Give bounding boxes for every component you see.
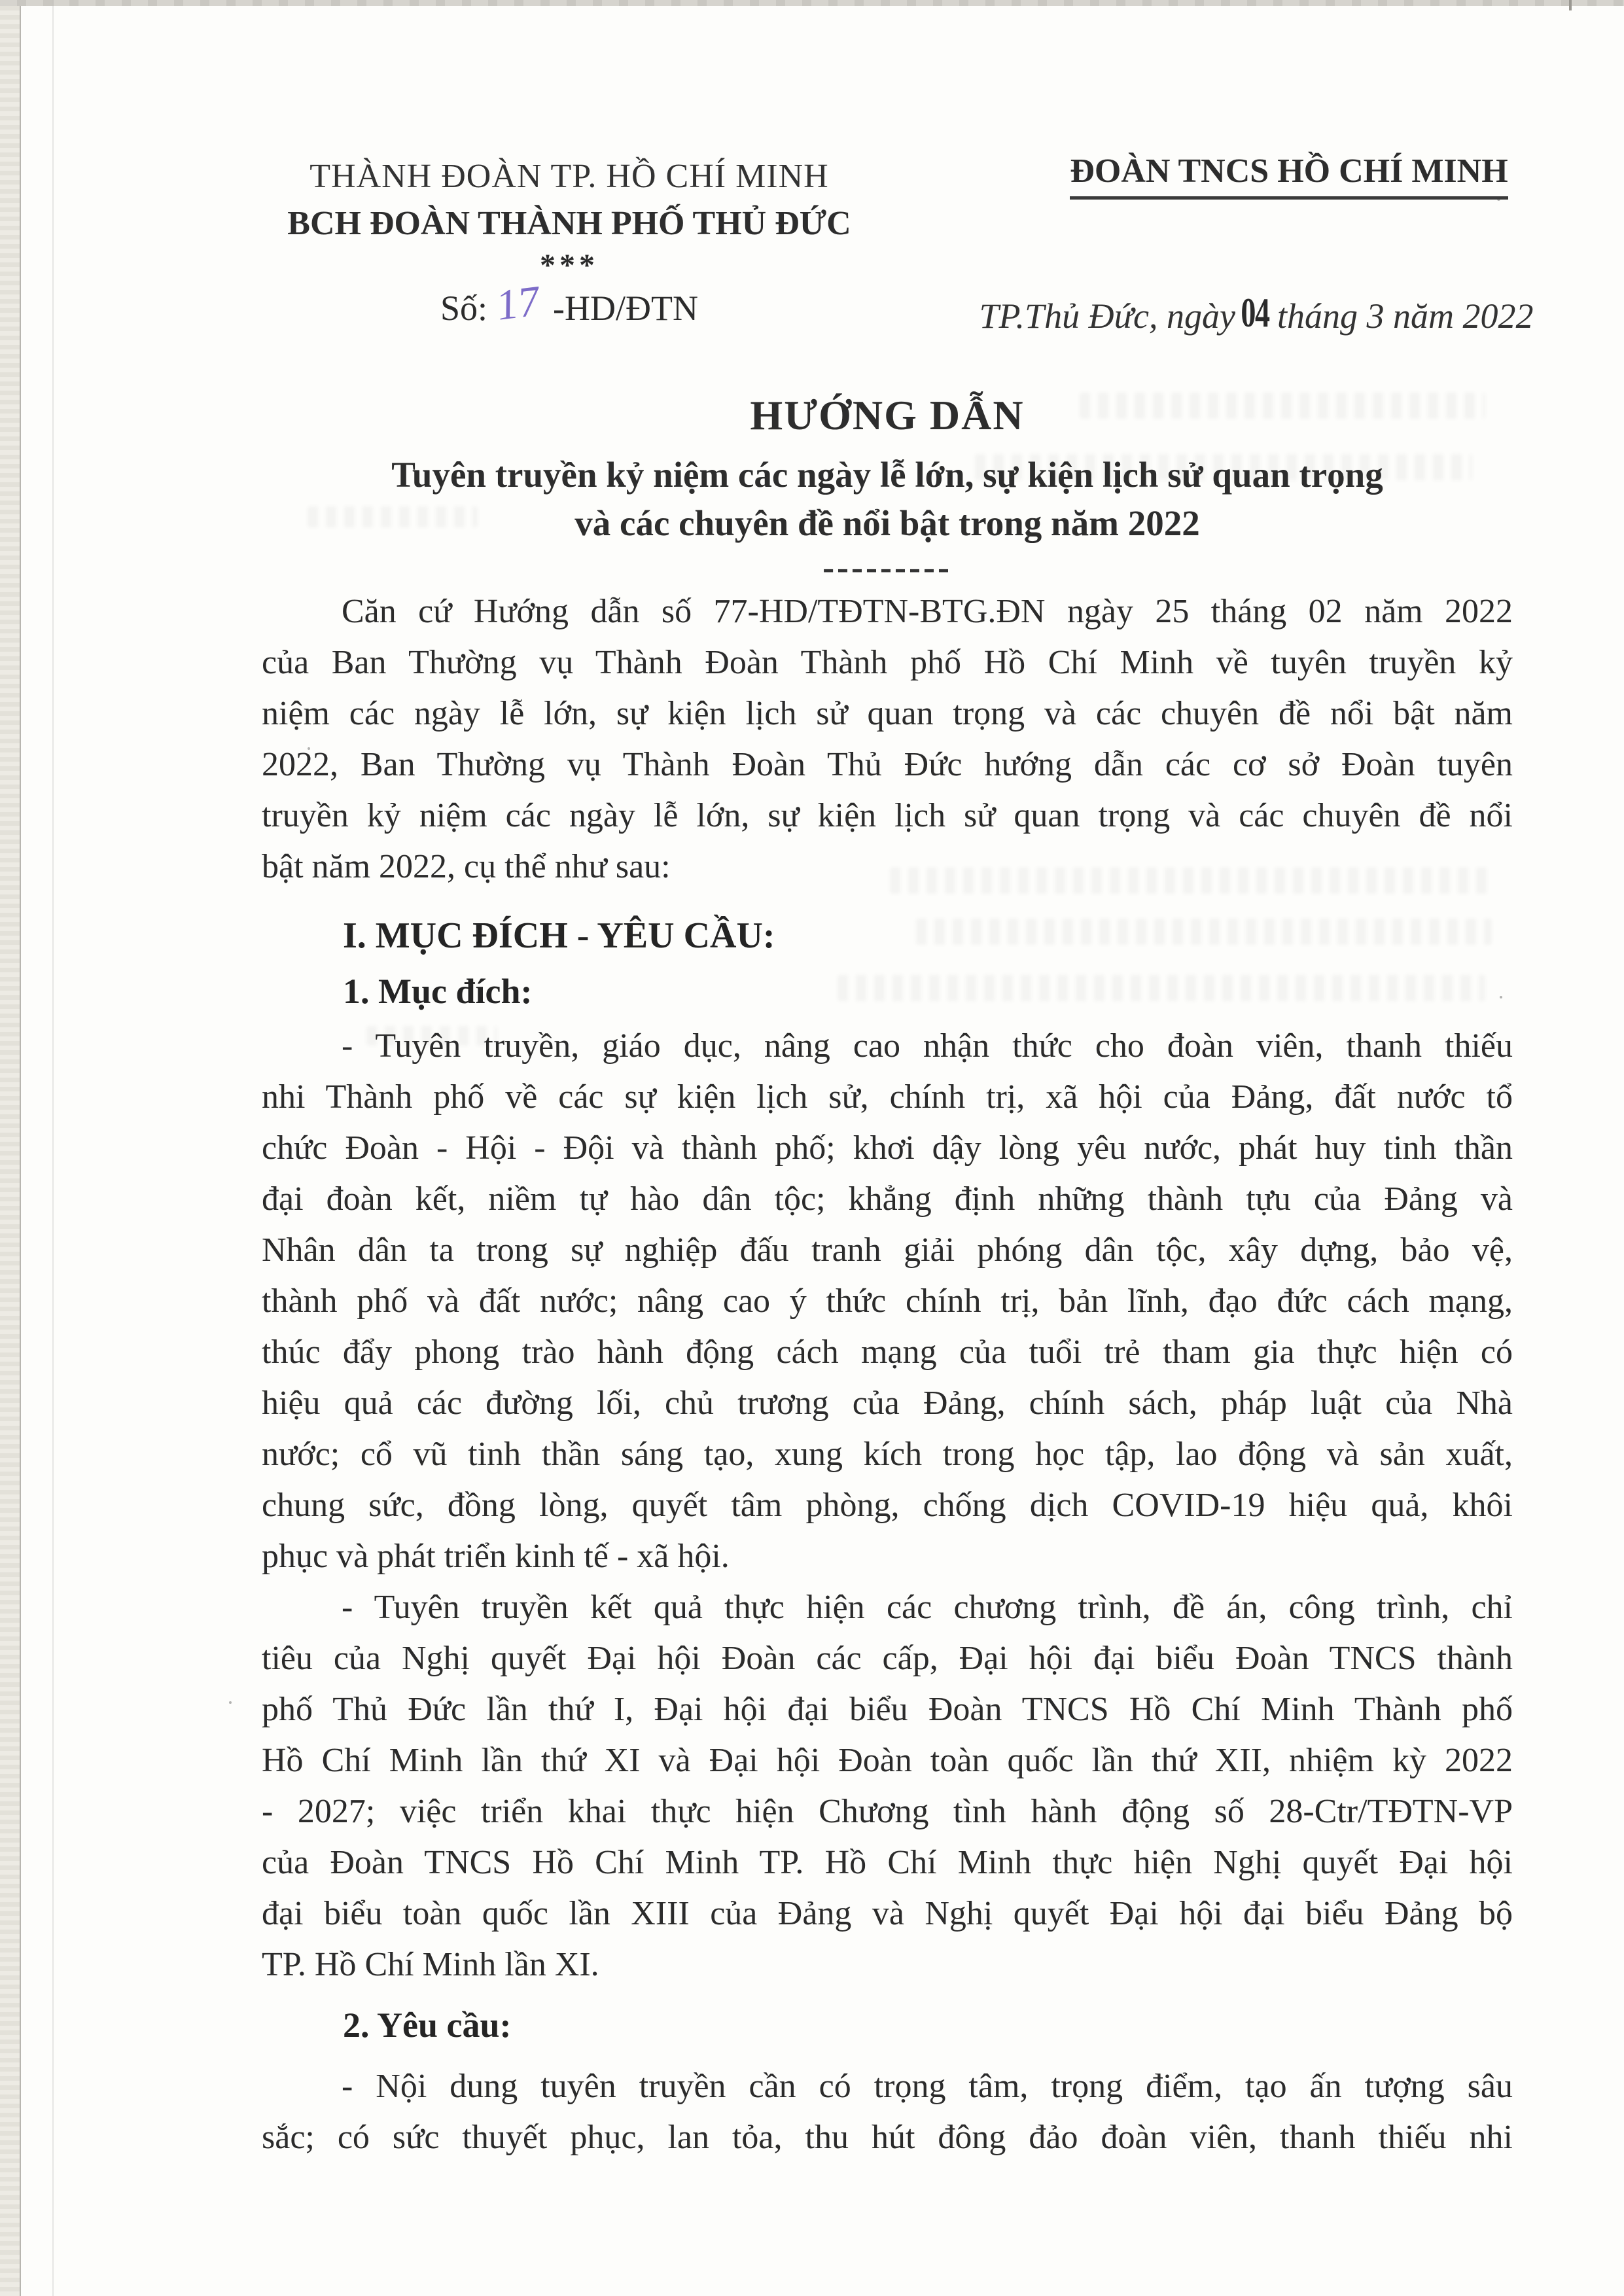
place-date-line <box>916 289 1597 336</box>
paragraph-line: thành phố và đất nước; nâng cao ý thức chính trị, bản lĩnh, đạo đức cách mạng, <box>262 1282 1513 1320</box>
purpose-paragraph-2 <box>262 1582 1513 1990</box>
dateline-day-handwritten: 04 <box>1241 289 1269 336</box>
paragraph-line: niệm các ngày lễ lớn, sự kiện lịch sử quan trọng và các chuyên đề nổi bật năm <box>262 695 1513 732</box>
paragraph-line: Căn cứ Hướng dẫn số 77-HD/TĐTN-BTG.ĐN ngày 25 tháng 02 năm 2022 <box>342 593 1513 630</box>
issuing-org-name <box>981 152 1597 190</box>
intro-paragraph <box>262 586 1513 892</box>
paragraph-line: - Tuyên truyền, giáo dục, nâng cao nhận thức cho đoàn viên, thanh thiếu <box>342 1027 1513 1065</box>
title-divider-dashes: --------- <box>822 548 952 587</box>
scan-speck <box>1500 996 1502 998</box>
org-unit-name: BCH ĐOÀN THÀNH PHỐ THỦ ĐỨC <box>287 205 851 242</box>
scan-edge-top <box>0 0 1624 6</box>
requirement-paragraph <box>262 2061 1513 2163</box>
paragraph-line: - 2027; việc triển khai thực hiện Chương tình hành động số 28-Ctr/TĐTN-VP <box>262 1793 1513 1830</box>
dateline-prefix: TP.Thủ Đức, ngày <box>979 296 1235 336</box>
paragraph-line: bật năm 2022, cụ thể như sau: <box>262 848 671 885</box>
paragraph-line: thúc đẩy phong trào hành động cách mạng của tuổi trẻ tham gia thực hiện có <box>262 1333 1513 1371</box>
purpose-paragraph-1 <box>262 1021 1513 1582</box>
paragraph-line: của Ban Thường vụ Thành Đoàn Thành phố Hồ Chí Minh về tuyên truyền kỷ <box>262 644 1513 681</box>
document-subtitle-line2: và các chuyên đề nổi bật trong năm 2022 <box>574 503 1200 543</box>
document-number-line <box>196 276 942 330</box>
paragraph-line: nhi Thành phố về các sự kiện lịch sử, chính trị, xã hội của Đảng, đất nước tổ <box>262 1078 1513 1116</box>
paragraph-line: phục và phát triển kinh tế - xã hội. <box>262 1538 730 1575</box>
document-number-handwritten: 17 <box>496 276 540 330</box>
scan-edge-tick <box>1569 0 1572 10</box>
paragraph-line: truyền kỷ niệm các ngày lễ lớn, sự kiện lịch sử quan trọng và các chuyên đề nổi <box>262 797 1513 834</box>
paragraph-line: - Nội dung tuyên truyền cần có trọng tâm, trọng điểm, tạo ấn tượng sâu <box>342 2068 1513 2105</box>
org-parent-name: THÀNH ĐOÀN TP. HỒ CHÍ MINH <box>309 158 829 195</box>
paragraph-line: chung sức, đồng lòng, quyết tâm phòng, chống dịch COVID-19 hiệu quả, khôi <box>262 1487 1513 1524</box>
paragraph-line: phố Thủ Đức lần thứ I, Đại hội đại biểu Đoàn TNCS Hồ Chí Minh Thành phố <box>262 1691 1513 1728</box>
paragraph-line: 2022, Ban Thường vụ Thành Đoàn Thủ Đức hướng dẫn các cơ sở Đoàn tuyên <box>262 746 1513 783</box>
dateline-suffix: tháng 3 năm 2022 <box>1277 296 1534 336</box>
paragraph-line: đại biểu toàn quốc lần XIII của Đảng và Nghị quyết Đại hội đại biểu Đảng bộ <box>262 1895 1513 1932</box>
paragraph-line: sắc; có sức thuyết phục, lan tỏa, thu hút đông đảo đoàn viên, thanh thiếu nhi <box>262 2119 1513 2156</box>
document-type-heading: HƯỚNG DẪN <box>750 392 1025 438</box>
header-stars-separator: *** <box>540 248 599 283</box>
paragraph-line: tiêu của Nghị quyết Đại hội Đoàn các cấp, Đại hội đại biểu Đoàn TNCS thành <box>262 1640 1513 1677</box>
paragraph-line: - Tuyên truyền kết quả thực hiện các chương trình, đề án, công trình, chỉ <box>342 1589 1513 1626</box>
paragraph-line: nước; cổ vũ tinh thần sáng tạo, xung kích trong học tập, lao động và sản xuất, <box>262 1436 1513 1473</box>
scan-speck <box>229 1701 232 1704</box>
document-number-suffix: -HD/ĐTN <box>553 289 698 328</box>
paragraph-line: hiệu quả các đường lối, chủ trương của Đảng, chính sách, pháp luật của Nhà <box>262 1385 1513 1422</box>
issuing-org-text: ĐOÀN TNCS HỒ CHÍ MINH <box>1070 152 1508 200</box>
document-subtitle-line1: Tuyên truyền kỷ niệm các ngày lễ lớn, sự kiện lịch sử quan trọng <box>391 455 1383 495</box>
subsection-heading-muc-dich: 1. Mục đích: <box>343 972 533 1011</box>
document-number-prefix: Số: <box>440 289 488 328</box>
paragraph-line: TP. Hồ Chí Minh lần XI. <box>262 1946 599 1983</box>
section-heading-muc-dich-yeu-cau: I. MỤC ĐÍCH - YÊU CẦU: <box>343 915 775 956</box>
subsection-heading-yeu-cau: 2. Yêu cầu: <box>343 2005 512 2045</box>
scan-edge-left <box>0 0 21 2296</box>
paragraph-line: đại đoàn kết, niềm tự hào dân tộc; khẳng định những thành tựu của Đảng và <box>262 1180 1513 1218</box>
paragraph-line: của Đoàn TNCS Hồ Chí Minh TP. Hồ Chí Minh thực hiện Nghị quyết Đại hội <box>262 1844 1513 1881</box>
paragraph-line: Hồ Chí Minh lần thứ XI và Đại hội Đoàn toàn quốc lần thứ XII, nhiệm kỳ 2022 <box>262 1742 1513 1779</box>
paragraph-line: chức Đoàn - Hội - Đội và thành phố; khơi dậy lòng yêu nước, phát huy tinh thần <box>262 1129 1513 1167</box>
bleed-through-artifact <box>916 919 1492 945</box>
bleed-through-artifact <box>838 975 1485 1001</box>
paper-fold-line <box>52 0 54 2296</box>
paragraph-line: Nhân dân ta trong sự nghiệp đấu tranh giải phóng dân tộc, xây dựng, bảo vệ, <box>262 1231 1513 1269</box>
